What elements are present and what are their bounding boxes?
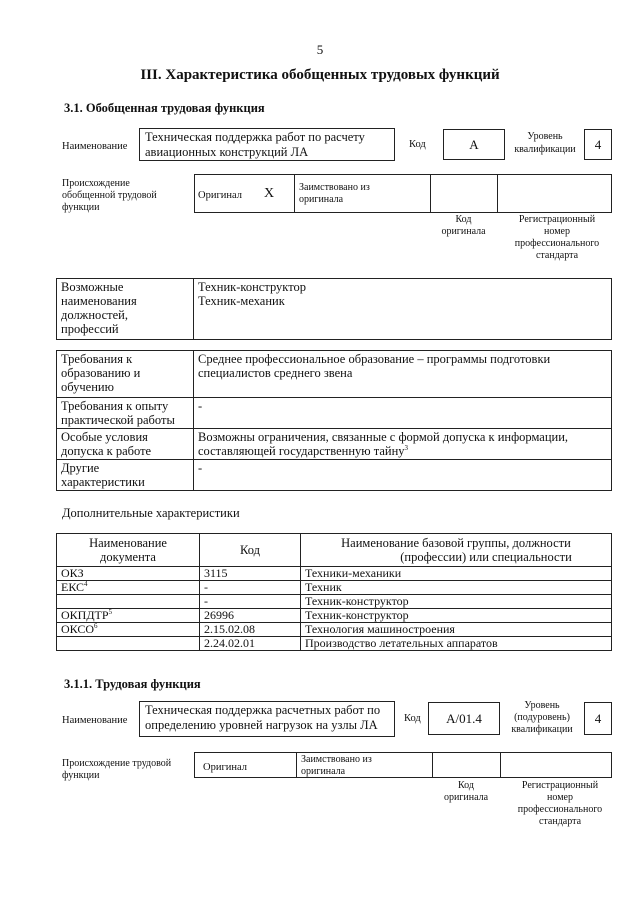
s311-origin-1: Происхождение трудовой bbox=[62, 758, 172, 769]
s31-heading: 3.1. Обобщенная трудовая функция bbox=[64, 101, 265, 115]
s31-reg-2: номер bbox=[544, 226, 570, 237]
s31-origin-box bbox=[194, 174, 612, 213]
s311-code-label: Код bbox=[404, 713, 421, 724]
s311-level-value: 4 bbox=[594, 711, 602, 726]
s31-origin-label-1: Происхождение bbox=[62, 178, 130, 189]
s31-code-label: Код bbox=[409, 139, 426, 150]
s311-reg-3: профессионального bbox=[517, 804, 603, 815]
s311-heading: 3.1.1. Трудовая функция bbox=[64, 677, 201, 691]
s31-reg-4: стандарта bbox=[535, 250, 579, 261]
s31-code-value: A bbox=[469, 137, 479, 152]
s31-name-label: Наименование bbox=[62, 141, 128, 152]
s31-origin-label-2: обобщенной трудовой bbox=[62, 190, 157, 201]
s311-origin-2: функции bbox=[62, 770, 100, 781]
s311-origin-box bbox=[194, 752, 612, 778]
s311-reg-4: стандарта bbox=[538, 816, 582, 827]
s311-level-3: квалификации bbox=[511, 724, 573, 735]
table-header: Наименование документа Код Наименование базовой группы, должности (профессии) или специальности bbox=[57, 534, 612, 567]
s31-reg-3: профессионального bbox=[514, 238, 600, 249]
s31-reg-1: Регистрационный bbox=[518, 214, 596, 225]
s311-orig-code-1: Код bbox=[458, 780, 474, 791]
s311-name-value-1: Техническая поддержка расчетных работ по bbox=[145, 703, 381, 717]
s31-orig-code-2: оригинала bbox=[441, 226, 486, 237]
additional-heading: Дополнительные характеристики bbox=[62, 506, 240, 520]
s311-name-label: Наименование bbox=[62, 715, 128, 726]
s311-original-label: Оригинал bbox=[203, 762, 247, 773]
s311-code-value: A/01.4 bbox=[446, 711, 482, 726]
s311-borrowed-2: оригинала bbox=[301, 766, 346, 777]
s31-level-label-1: Уровень bbox=[527, 131, 563, 142]
s31-borrowed-1: Заимствовано из bbox=[299, 182, 370, 193]
table-row: Другие характеристики - bbox=[57, 460, 612, 491]
s31-level-value: 4 bbox=[594, 137, 602, 152]
additional-table bbox=[56, 533, 612, 651]
requirements-table bbox=[56, 350, 612, 491]
s31-origin-label-3: функции bbox=[62, 202, 100, 213]
table-row: ОКСО$^6$ 2.15.02.08 Технология машиностроения bbox=[57, 623, 612, 637]
table-row: Особые условия допуска к работе Возможны ограничения, связанные с формой допуска к информации, составляющей государственную тайну$^3$ bbox=[57, 429, 612, 460]
table-row: Требования к образованию и обучению Среднее профессиональное образование – программы подготовки специалистов среднего звена bbox=[57, 351, 612, 398]
table-row: - Техник-конструктор bbox=[57, 595, 612, 609]
s31-original-label: Оригинал bbox=[198, 190, 242, 201]
s311-reg-1: Регистрационный bbox=[521, 780, 599, 791]
positions-value: Техник-конструктор Техник-механик bbox=[194, 279, 612, 340]
s311-orig-code-2: оригинала bbox=[443, 792, 489, 803]
s31-name-value-2: авиационных конструкций ЛА bbox=[145, 145, 309, 159]
table-row: Требования к опыту практической работы - bbox=[57, 398, 612, 429]
positions-table bbox=[56, 278, 612, 340]
s311-reg-2: номер bbox=[547, 792, 573, 803]
table-row: ОКЗ 3115 Техники-механики bbox=[57, 567, 612, 581]
page-number: 5 bbox=[316, 42, 324, 57]
s31-borrowed-2: оригинала bbox=[299, 194, 344, 205]
s311-level-2: (подуровень) bbox=[514, 712, 570, 723]
s31-orig-code-1: Код bbox=[455, 214, 472, 225]
s31-original-mark: X bbox=[264, 186, 275, 201]
s311-name-value-2: определению уровней нагрузок на узлы ЛА bbox=[145, 718, 378, 732]
s311-borrowed-1: Заимствовано из bbox=[301, 754, 372, 765]
table-row: ОКПДТР$^5$ 26996 Техник-конструктор bbox=[57, 609, 612, 623]
table-row: 2.24.02.01 Производство летательных аппаратов bbox=[57, 637, 612, 651]
s311-level-1: Уровень bbox=[524, 700, 560, 711]
positions-label: Возможные наименования должностей, профессий bbox=[57, 279, 194, 340]
s31-name-value-1: Техническая поддержка работ по расчету bbox=[145, 130, 365, 144]
s31-level-label-2: квалификации bbox=[514, 144, 576, 155]
section-title: III. Характеристика обобщенных трудовых функций bbox=[140, 67, 500, 83]
table-row: ЕКС$^4$ - Техник bbox=[57, 581, 612, 595]
